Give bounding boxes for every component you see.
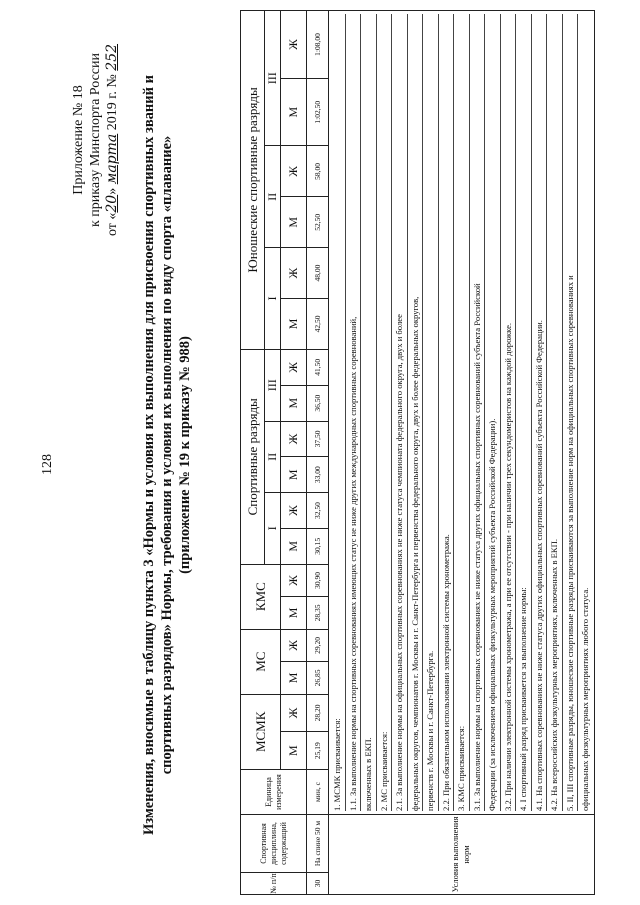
condition-line: 2.2. При обязательном использовании электронной системы хронометража. xyxy=(439,14,455,811)
row-no: 30 xyxy=(307,873,329,895)
value-cell: 30,90 xyxy=(307,564,329,596)
condition-line: первенств г. Москвы и г. Санкт-Петербурга. xyxy=(423,14,439,811)
date-month: марта xyxy=(104,133,120,185)
value-cell: 28,20 xyxy=(307,694,329,732)
condition-line: 2.1. За выполнение нормы на официальных спортивных соревнованиях не ниже статуса чемпионата федерального округа, двух и более xyxy=(392,14,408,811)
condition-line: 4.1. На спортивных соревнованиях не ниже статуса других официальных спортивных соревнований субъекта Российской Федерации. xyxy=(532,14,548,811)
sport-rank-3: III xyxy=(265,349,281,421)
row-unit: мин, с xyxy=(307,770,329,815)
condition-line: федеральных округов, чемпионатов г. Москвы и г. Санкт-Петербурга и первенства федерального округа, двух и более федеральных округов, xyxy=(408,14,424,811)
condition-line: 4. I спортивный разряд присваивается за выполнение нормы: xyxy=(516,14,532,811)
value-cell: 33,00 xyxy=(307,457,329,493)
table-row xyxy=(307,11,329,895)
value-cell: 29,20 xyxy=(307,629,329,661)
gender-m: М xyxy=(281,197,307,248)
title-line2: спортивных разрядов» Нормы, требования и условия их выполнения по виду спорта «плавание» xyxy=(159,135,175,775)
sport-rank-1: I xyxy=(265,493,281,565)
gender-header-row xyxy=(281,11,307,895)
norms-table xyxy=(240,10,595,895)
condition-line: 2. МС присваивается: xyxy=(377,14,393,811)
youth-rank-1: I xyxy=(265,248,281,350)
value-cell: 32,50 xyxy=(307,493,329,529)
order-number: 252 xyxy=(104,43,120,71)
condition-line: 1.1. За выполнение нормы на спортивных соревнованиях имеющих статус не ниже других международных спортивных соревнований, xyxy=(346,14,362,811)
value-cell: 42,50 xyxy=(307,299,329,350)
date-year-no: 2019 г. № xyxy=(105,74,120,131)
conditions-text xyxy=(329,11,595,815)
group-ms-header: МС xyxy=(241,629,281,694)
row-discipline: На спине 50 м xyxy=(307,815,329,873)
date-prefix: от « xyxy=(105,212,120,237)
gender-f: Ж xyxy=(281,11,307,79)
value-cell: 36,50 xyxy=(307,385,329,421)
gender-f: Ж xyxy=(281,248,307,299)
date-mid: » xyxy=(105,187,120,195)
gender-m: М xyxy=(281,528,307,564)
condition-line: 4.2. На всероссийских физкультурных мероприятиях, включенных в ЕКП. xyxy=(547,14,563,811)
condition-line: 5. II, III спортивные разряды, юношеские спортивные разряды присваиваются за выполнение норм на официальных спортивных соревнованиях и xyxy=(563,14,579,811)
gender-m: М xyxy=(281,78,307,146)
value-cell: 25,19 xyxy=(307,732,329,770)
page-number: 128 xyxy=(40,454,55,475)
value-cell: 41,50 xyxy=(307,349,329,385)
value-cell: 48,00 xyxy=(307,248,329,299)
youth-rank-2: II xyxy=(265,146,281,248)
sport-rank-2: II xyxy=(265,421,281,493)
condition-line: включенных в ЕКП. xyxy=(361,14,377,811)
value-cell: 26,85 xyxy=(307,662,329,694)
gender-m: М xyxy=(281,732,307,770)
col-no-header: № п/п xyxy=(241,873,307,895)
gender-m: М xyxy=(281,457,307,493)
group-youth-header: Юношеские спортивные разряды xyxy=(241,11,265,350)
condition-line: 3.1. За выполнение нормы на спортивных соревнованиях не ниже статуса других официальных спортивных соревнований субъекта Российской xyxy=(470,14,486,811)
gender-f: Ж xyxy=(281,694,307,732)
value-cell: 37,50 xyxy=(307,421,329,457)
appendix-line2: к приказу Минспорта России xyxy=(88,53,103,227)
value-cell: 28,35 xyxy=(307,597,329,629)
condition-line: официальных физкультурных мероприятиях любого статуса. xyxy=(580,587,590,811)
title-line3: (приложение № 19 к приказу № 988) xyxy=(177,336,193,574)
gender-m: М xyxy=(281,662,307,694)
conditions-row xyxy=(329,11,595,895)
col-unit-header: Единица измерения xyxy=(241,770,307,815)
date-day: 20 xyxy=(104,194,120,213)
value-cell: 1:08,00 xyxy=(307,11,329,79)
gender-f: Ж xyxy=(281,146,307,197)
gender-m: М xyxy=(281,299,307,350)
gender-m: М xyxy=(281,597,307,629)
value-cell: 52,50 xyxy=(307,197,329,248)
condition-line: 3. КМС присваивается: xyxy=(454,14,470,811)
condition-line: 3.2. При наличии электронной системы хронометража, а при ее отсутствии - при наличии трех секундомеристов на каждой дорожке. xyxy=(501,14,517,811)
gender-f: Ж xyxy=(281,349,307,385)
group-kms-header: КМС xyxy=(241,564,281,629)
gender-f: Ж xyxy=(281,421,307,457)
col-discipline-header: Спортивная дисциплина, содержащий xyxy=(241,815,307,873)
gender-f: Ж xyxy=(281,629,307,661)
condition-line: Федерации (за исключением официальных физкультурных мероприятий субъекта Российской Федерации). xyxy=(485,14,501,811)
appendix-line1: Приложение № 18 xyxy=(71,85,86,195)
gender-f: Ж xyxy=(281,564,307,596)
condition-line: 1. МСМК присваивается: xyxy=(330,14,346,811)
value-cell: 1:02,50 xyxy=(307,78,329,146)
gender-f: Ж xyxy=(281,493,307,529)
value-cell: 58,00 xyxy=(307,146,329,197)
document-title xyxy=(140,45,194,865)
appendix-block xyxy=(70,15,121,265)
appendix-date xyxy=(104,15,121,265)
group-msmk-header: МСМК xyxy=(241,694,281,769)
youth-rank-3: III xyxy=(265,11,281,146)
conditions-label: Условия выполнения норм xyxy=(329,815,595,895)
group-sport-header: Спортивные разряды xyxy=(241,349,265,564)
gender-m: М xyxy=(281,385,307,421)
title-line1: Изменения, вносимые в таблицу пункта 3 «Нормы и условия их выполнения для присвоения спортивных званий и xyxy=(141,75,157,835)
value-cell: 30,15 xyxy=(307,528,329,564)
